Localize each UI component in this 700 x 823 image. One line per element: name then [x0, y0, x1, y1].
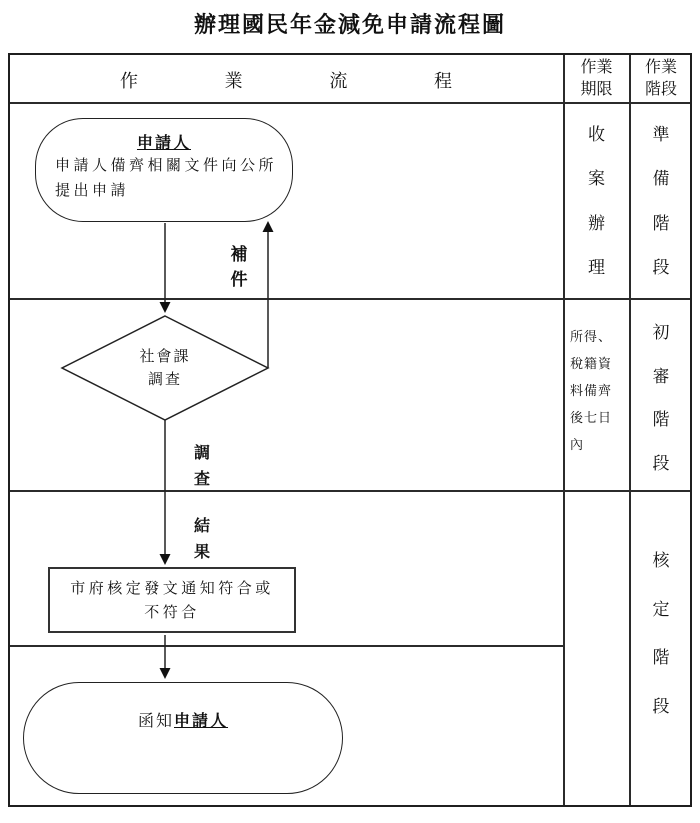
- vertical-char: 階: [652, 648, 670, 668]
- supplement-label: 補件: [230, 245, 248, 289]
- approval-process-box: 市府核定發文通知符合或不符合: [48, 567, 296, 633]
- vertical-char: 理: [588, 257, 605, 277]
- end-terminator-prefix: 函知: [137, 713, 174, 730]
- stage-cell-initial-review: [630, 298, 692, 490]
- vertical-char: 段: [652, 696, 670, 716]
- applicant-title: 申請人: [136, 135, 191, 152]
- vertical-char: 階: [652, 410, 670, 430]
- period-column-header: [564, 57, 629, 101]
- end-terminator-applicant: 申請人: [174, 713, 229, 730]
- stage-header-line: 作業: [644, 59, 677, 76]
- vertical-char: 段: [652, 257, 670, 277]
- vertical-char: 段: [652, 453, 670, 473]
- vertical-char: 準: [652, 125, 670, 144]
- process-header-char: 流: [329, 71, 348, 91]
- vertical-char: 備: [652, 169, 670, 189]
- result-label: 結果: [193, 518, 210, 561]
- start-terminator-text: 申請人備齊相關文件向公所提出申請: [55, 158, 278, 199]
- vertical-char: 定: [652, 599, 670, 619]
- stage-column-header: [630, 57, 692, 101]
- decision-diamond-text: [95, 346, 235, 392]
- stage-cell-preparation: [630, 102, 692, 298]
- stage-cell-approval: [630, 490, 692, 807]
- start-terminator: [35, 118, 293, 222]
- diamond-text-line: 調查: [147, 372, 182, 388]
- vertical-char: 初: [652, 323, 670, 342]
- process-header-char: 業: [224, 71, 243, 91]
- stage-header-line: 階段: [644, 81, 677, 98]
- vertical-char: 辦: [588, 213, 605, 233]
- period-cell-preparation: [564, 102, 629, 298]
- flow-table: [8, 53, 692, 807]
- period-cell-review: 所得、稅籍資料備齊後七日內: [570, 329, 613, 452]
- investigate-label: 調查: [193, 445, 210, 488]
- vertical-char: 核: [652, 551, 670, 570]
- diamond-text-line: 社會課: [139, 349, 191, 365]
- process-header-char: 程: [433, 71, 452, 91]
- vertical-char: 案: [588, 169, 605, 189]
- vertical-char: 階: [652, 213, 670, 233]
- process-header-char: 作: [120, 71, 138, 91]
- period-header-line: 作業: [580, 59, 613, 76]
- vertical-char: 收: [588, 125, 605, 144]
- page-title: 辦理國民年金減免申請流程圖: [193, 12, 506, 37]
- end-terminator: [23, 682, 343, 794]
- vertical-char: 審: [652, 366, 670, 386]
- period-header-line: 期限: [580, 81, 613, 98]
